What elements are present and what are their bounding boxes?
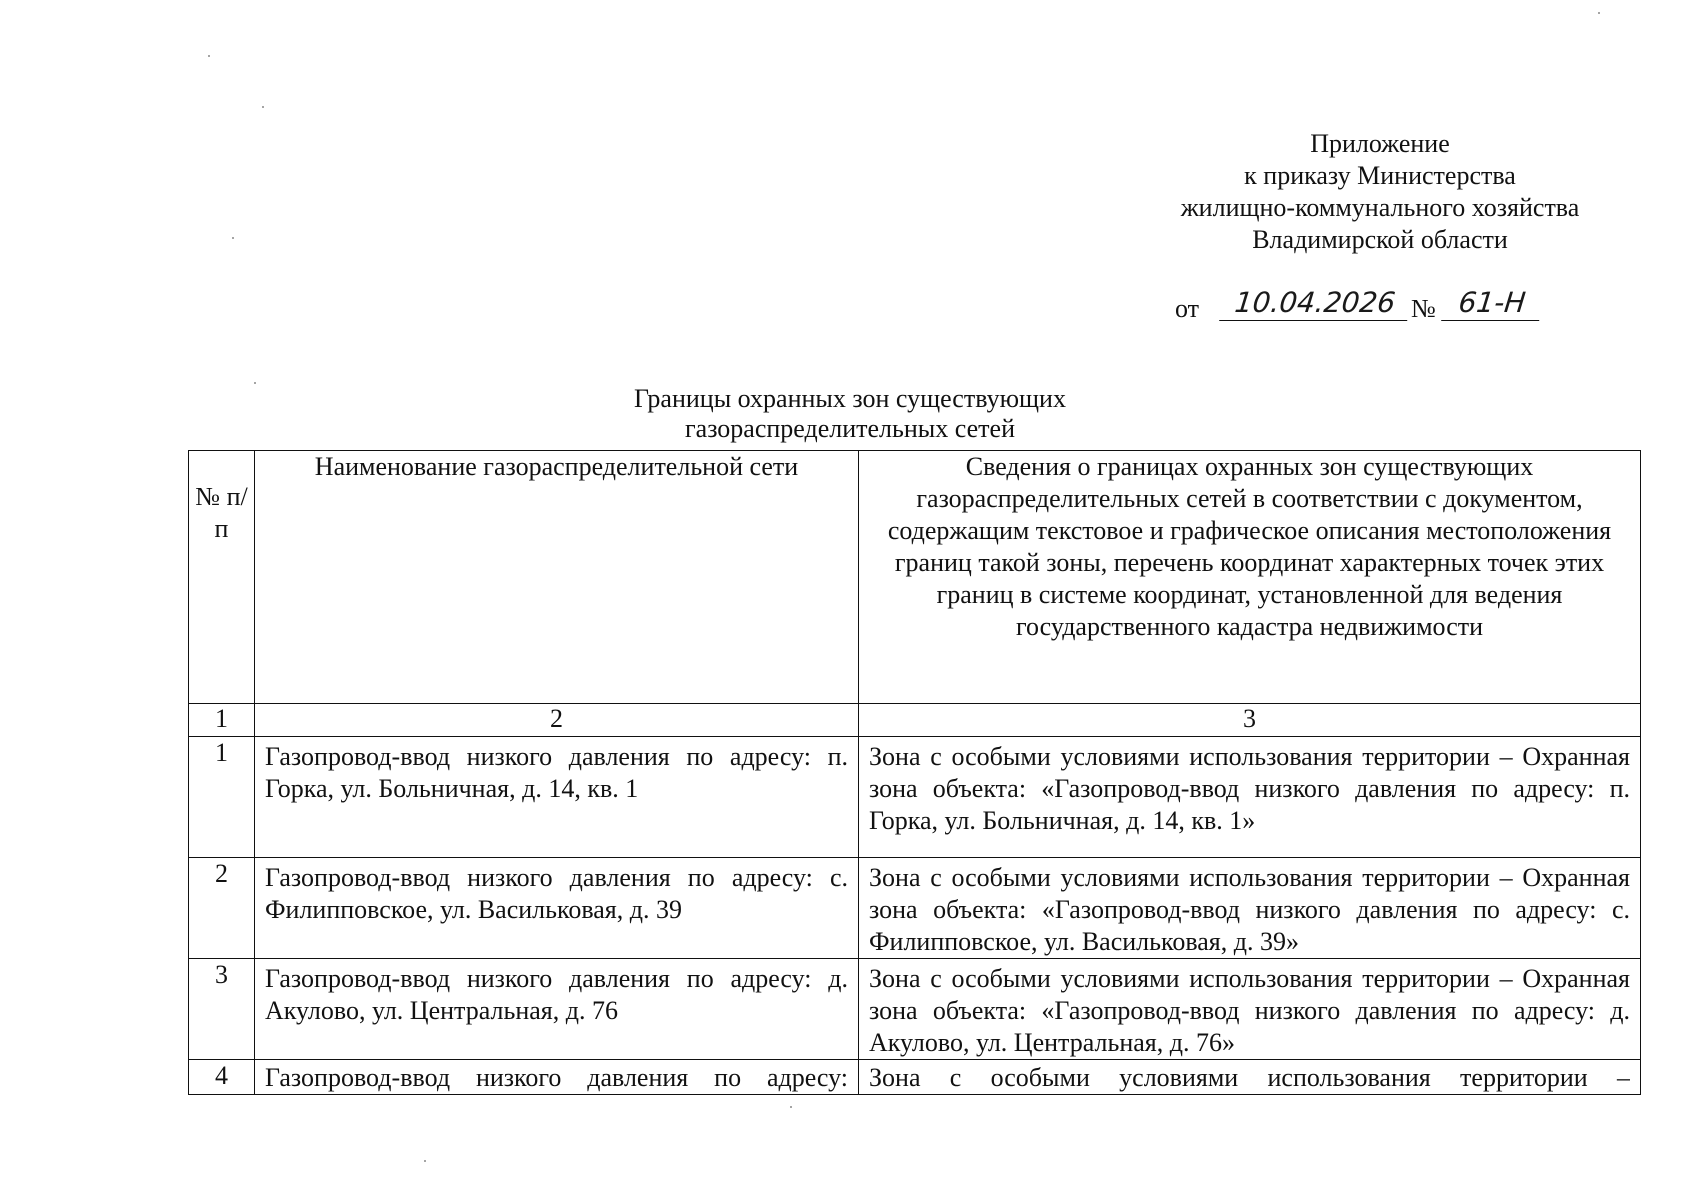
row-network-name (255, 1060, 859, 1095)
scan-speck (262, 106, 264, 108)
row-number: 3 (189, 959, 255, 1060)
column-number-row (189, 704, 1641, 737)
scan-speck (424, 1160, 426, 1162)
scan-speck (254, 382, 256, 384)
row-network-name: Газопровод-ввод низкого давления по адресу: д. Акулово, ул. Центральная, д. 76 (255, 959, 859, 1060)
table-header-row (189, 451, 1641, 704)
document-title-line-1: Границы охранных зон существующих (634, 384, 1066, 413)
document-title (520, 384, 1180, 444)
table-row (189, 1060, 1641, 1095)
header-name: Наименование газораспределительной сети (255, 451, 859, 704)
row-zone-info-text: Зона с особыми условиями использования территории – (869, 1063, 1630, 1092)
order-number-sign: № (1411, 294, 1436, 323)
column-number-1: 1 (189, 704, 255, 737)
approval-line-2: к приказу Министерства (1244, 161, 1516, 190)
document-title-line-2: газораспределительных сетей (684, 414, 1015, 443)
approval-block (1140, 128, 1620, 256)
scan-speck (208, 55, 210, 57)
row-network-name: Газопровод-ввод низкого давления по адресу: п. Горка, ул. Больничная, д. 14, кв. 1 (255, 737, 859, 858)
row-network-name: Газопровод-ввод низкого давления по адресу: с. Филипповское, ул. Васильковая, д. 39 (255, 858, 859, 959)
row-zone-info: Зона с особыми условиями использования территории – Охранная зона объекта: «Газопровод-ввод низкого давления по адресу: д. Акулово, ул. Центральная, д. 76» (859, 959, 1641, 1060)
row-zone-info (859, 1060, 1641, 1095)
approval-line-1: Приложение (1310, 129, 1450, 158)
header-num: № п/п (189, 451, 255, 704)
order-date-prefix: от (1175, 294, 1200, 323)
row-zone-info: Зона с особыми условиями использования территории – Охранная зона объекта: «Газопровод-ввод низкого давления по адресу: с. Филипповское, ул. Васильковая, д. 39» (859, 858, 1641, 959)
protection-zones-table (188, 450, 1641, 1095)
row-zone-info: Зона с особыми условиями использования территории – Охранная зона объекта: «Газопровод-ввод низкого давления по адресу: п. Горка, ул. Больничная, д. 14, кв. 1» (859, 737, 1641, 858)
header-info: Сведения о границах охранных зон существующих газораспределительных сетей в соответствии с документом, содержащим текстовое и графическое описания местоположения границ такой зоны, перечень координат характерных точек этих границ в системе координат, установленной для ведения государственного кадастра недвижимости (859, 451, 1641, 704)
row-number: 1 (189, 737, 255, 858)
scan-speck (232, 237, 234, 239)
approval-line-4: Владимирской области (1252, 225, 1508, 254)
column-number-3: 3 (859, 704, 1641, 737)
row-network-name-text: Газопровод-ввод низкого давления по адресу: (265, 1063, 848, 1092)
order-number: 61-Н (1441, 286, 1543, 321)
table-row (189, 858, 1641, 959)
table-row (189, 959, 1641, 1060)
order-reference (1175, 286, 1615, 326)
table-row (189, 737, 1641, 858)
scan-speck (790, 1106, 792, 1108)
order-date: 10.04.2026 (1219, 286, 1411, 321)
row-number: 4 (189, 1060, 255, 1095)
approval-line-3: жилищно-коммунального хозяйства (1180, 193, 1580, 222)
row-number: 2 (189, 858, 255, 959)
column-number-2: 2 (255, 704, 859, 737)
scan-speck (1598, 12, 1600, 14)
